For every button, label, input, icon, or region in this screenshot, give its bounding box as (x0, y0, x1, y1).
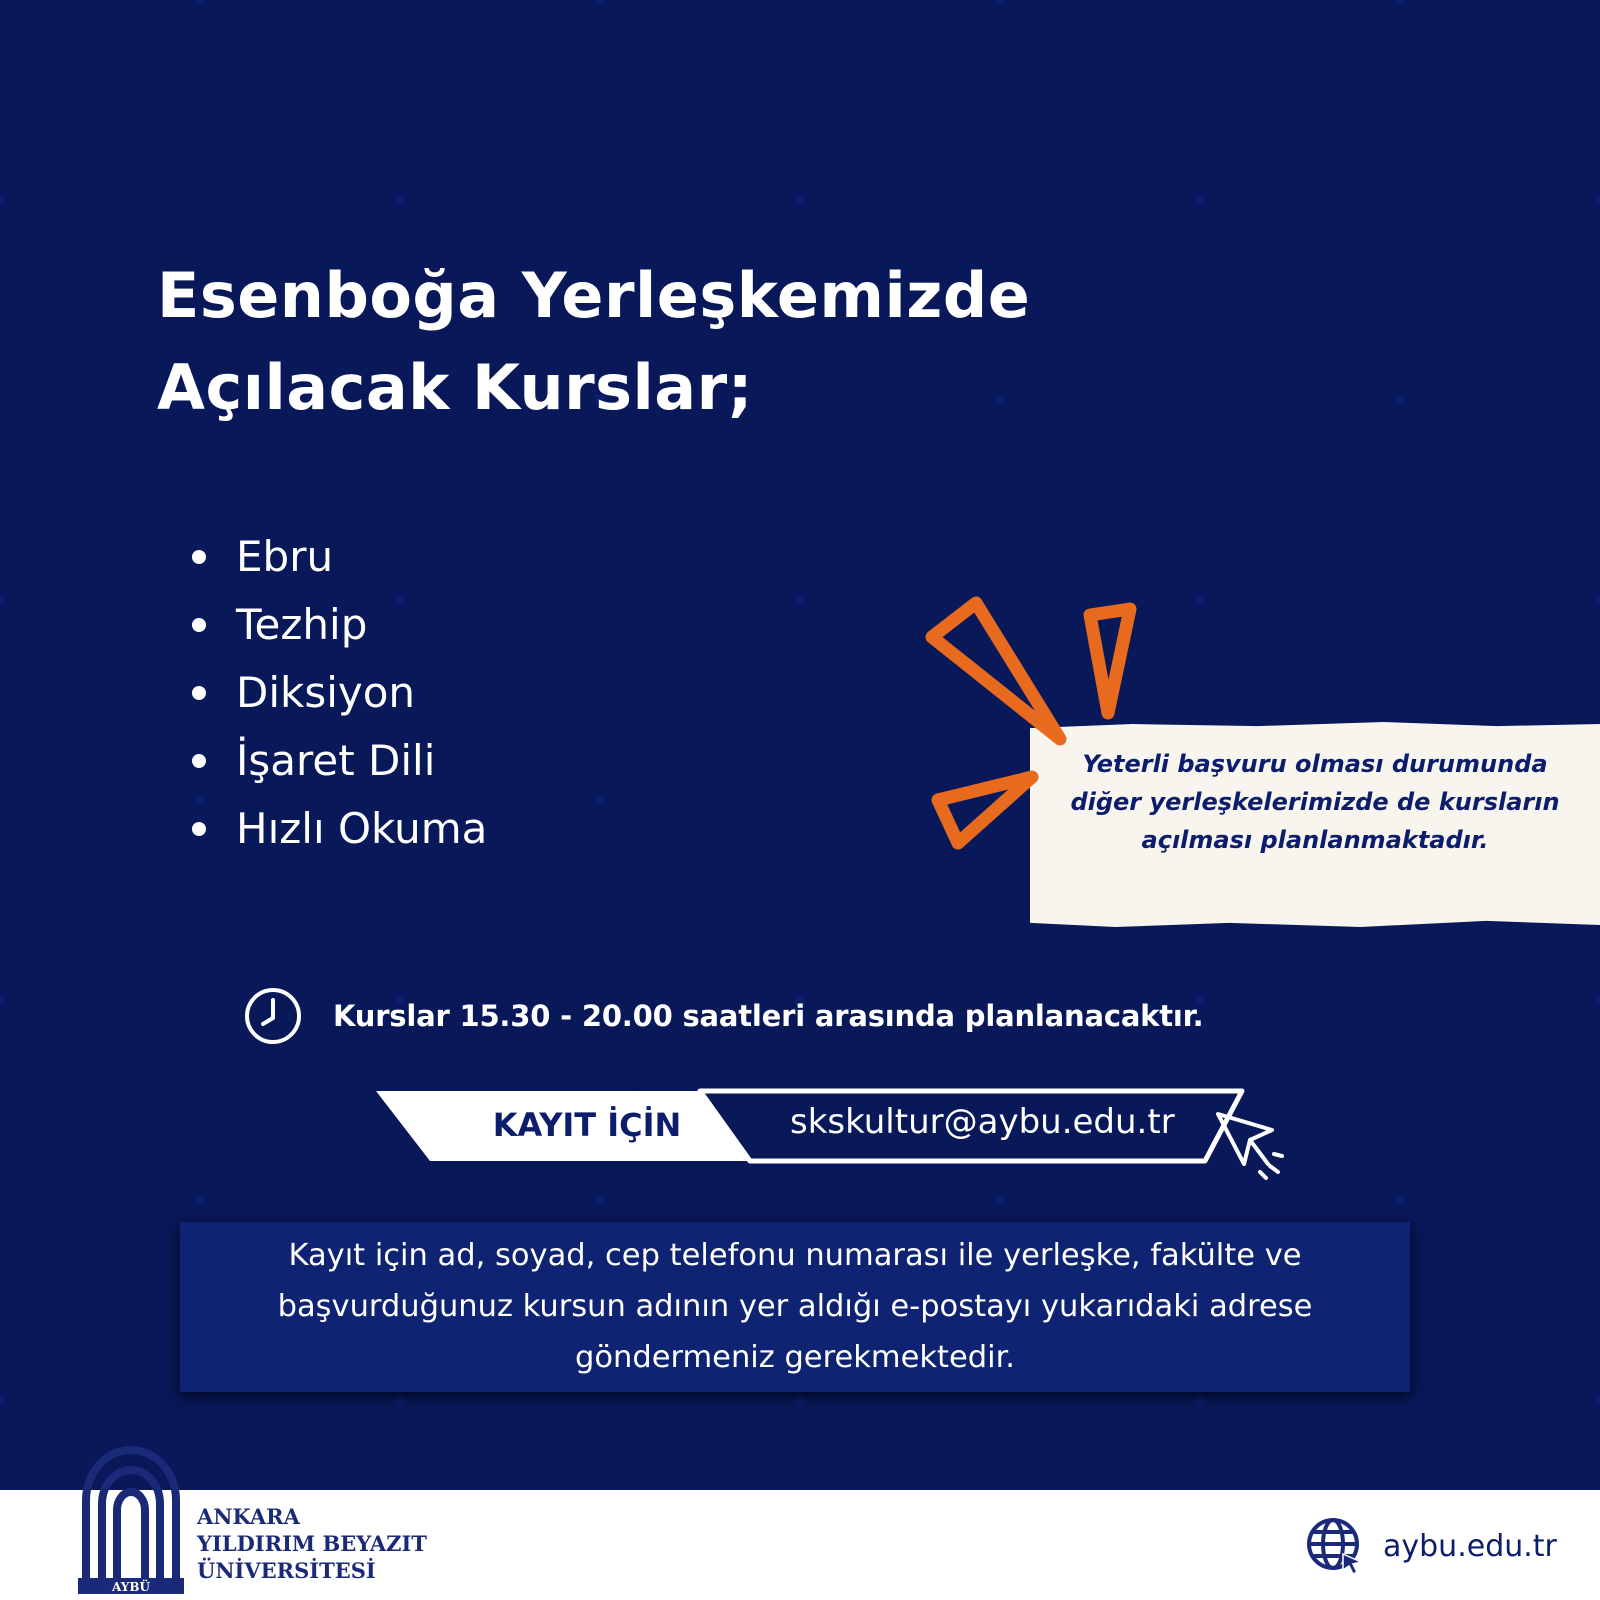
university-name-line-2: YILDIRIM BEYAZIT (197, 1531, 427, 1556)
instructions-text: Kayıt için ad, soyad, cep telefonu numarası ile yerleşke, fakülte ve başvurduğunuz kursun adının yer aldığı e-postayı yukarıdaki adrese göndermeniz gerekmektedir. (277, 1238, 1313, 1375)
registration-email-link[interactable]: skskultur@aybu.edu.tr (790, 1102, 1175, 1142)
title-line-1: Esenboğa Yerleşkemizde (157, 259, 1031, 332)
bullet-icon (192, 686, 206, 700)
list-item (192, 523, 487, 591)
university-logo (76, 1428, 186, 1596)
page-title (157, 250, 1157, 434)
list-item (192, 727, 487, 795)
globe-icon (1305, 1516, 1365, 1576)
course-name: Diksiyon (236, 668, 416, 717)
bullet-icon (192, 618, 206, 632)
course-list (192, 523, 487, 863)
university-name-line-3: ÜNİVERSİTESİ (197, 1558, 376, 1583)
cursor-click-icon (1212, 1108, 1292, 1188)
title-line-2: Açılacak Kurslar; (157, 351, 754, 424)
course-name: Tezhip (236, 600, 368, 649)
course-name: İşaret Dili (236, 736, 436, 785)
course-name: Hızlı Okuma (236, 804, 488, 853)
burst-accent-icon (920, 595, 1150, 865)
list-item (192, 795, 487, 863)
schedule-text: Kurslar 15.30 - 20.00 saatleri arasında planlanacaktır. (333, 999, 1204, 1033)
website-text: aybu.edu.tr (1383, 1528, 1557, 1564)
list-item (192, 591, 487, 659)
university-name-line-1: ANKARA (197, 1504, 300, 1529)
bullet-icon (192, 754, 206, 768)
course-name: Ebru (236, 532, 334, 581)
bullet-icon (192, 550, 206, 564)
website-link[interactable] (1305, 1515, 1557, 1577)
clock-icon (243, 986, 303, 1046)
schedule-row (243, 984, 1203, 1048)
university-name (197, 1503, 427, 1584)
list-item (192, 659, 487, 727)
registration-label: KAYIT İÇİN (492, 1106, 682, 1144)
note-text: Yeterli başvuru olması durumunda diğer yerleşkelerimizde de kursların açılması planlanmaktadır. (1070, 750, 1560, 854)
bullet-icon (192, 822, 206, 836)
logo-monogram: AYBÜ (112, 1580, 150, 1594)
